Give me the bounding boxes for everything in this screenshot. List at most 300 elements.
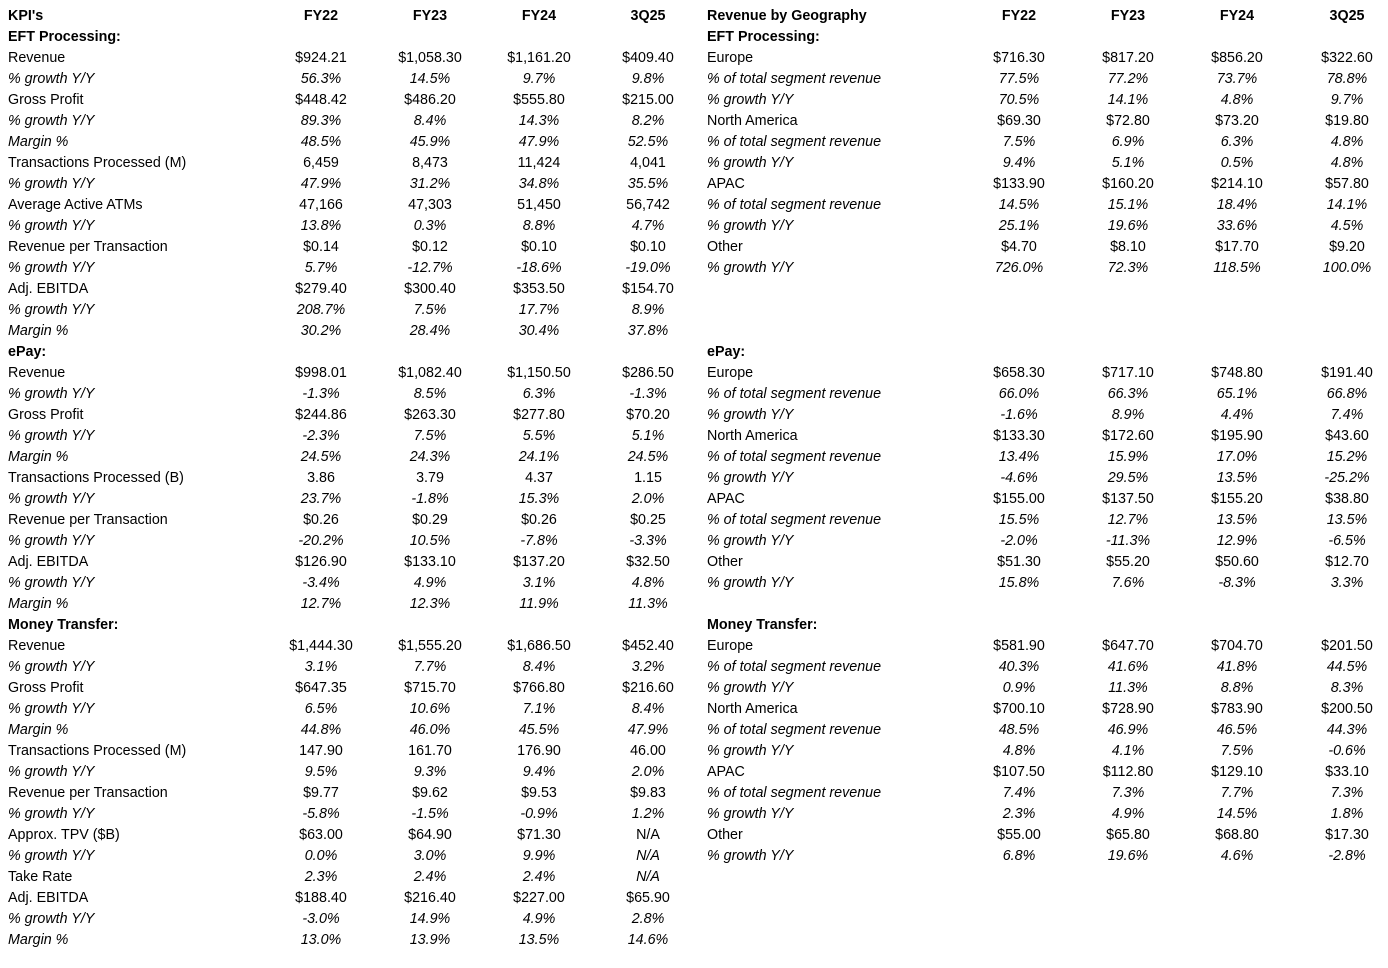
row-value: $0.29 (412, 512, 448, 528)
row-value: 13.8% (300, 218, 342, 234)
row-label: % growth Y/Y (8, 575, 95, 591)
row-value: -1.8% (411, 491, 449, 507)
row-value: $216.40 (404, 890, 456, 906)
geo-table-row (700, 783, 1388, 804)
row-value: $263.30 (404, 407, 456, 423)
kpi-table-row (0, 90, 700, 111)
row-value: 47,166 (299, 197, 343, 213)
row-value: 28.4% (409, 323, 451, 339)
row-label: Europe (707, 365, 754, 381)
row-value: $647.70 (1102, 638, 1154, 654)
geo-table-row (700, 510, 1388, 531)
row-value: 2.0% (631, 764, 665, 780)
row-value: 6,459 (303, 155, 339, 171)
row-label: % growth Y/Y (707, 155, 794, 171)
kpi-table-row (0, 573, 700, 594)
row-value: 4.7% (631, 218, 665, 234)
row-label: APAC (707, 176, 745, 192)
row-value: 8.9% (1111, 407, 1145, 423)
kpi-table-row (0, 804, 700, 825)
geo-table-row (700, 216, 1388, 237)
row-value: 4.1% (1111, 743, 1145, 759)
row-value: $555.80 (513, 92, 565, 108)
row-label: Margin % (8, 323, 69, 339)
row-value: 3.0% (413, 848, 447, 864)
row-value: $452.40 (622, 638, 674, 654)
row-value: 13.5% (1216, 512, 1258, 528)
row-value: $71.30 (517, 827, 561, 843)
row-label (707, 321, 967, 342)
row-label: % growth Y/Y (8, 659, 95, 675)
row-value: 9.7% (1330, 92, 1364, 108)
row-value: 48.5% (300, 134, 342, 150)
row-label: North America (707, 113, 798, 129)
row-label: % growth Y/Y (707, 260, 794, 276)
row-value: 47,303 (408, 197, 452, 213)
row-value: $38.80 (1325, 491, 1369, 507)
row-value: 4.8% (1002, 743, 1036, 759)
kpi-table-row (0, 132, 700, 153)
row-value: $783.90 (1211, 701, 1263, 717)
row-value: $112.80 (1102, 764, 1154, 780)
row-value: N/A (636, 869, 660, 885)
row-value: 8.4% (413, 113, 447, 129)
row-value: 4.9% (413, 575, 447, 591)
row-value: 4.8% (631, 575, 665, 591)
geo-table-row (700, 720, 1388, 741)
row-value: -3.4% (302, 575, 340, 591)
row-value: $322.60 (1321, 50, 1373, 66)
row-value: 13.9% (409, 932, 451, 948)
row-value: 6.3% (522, 386, 556, 402)
row-value: -3.0% (302, 911, 340, 927)
row-value: 66.3% (1107, 386, 1149, 402)
kpi-table-row (0, 216, 700, 237)
row-value: 15.5% (998, 512, 1040, 528)
row-value: 2.4% (522, 869, 556, 885)
row-value: $129.10 (1211, 764, 1263, 780)
row-label: Approx. TPV ($B) (8, 827, 120, 843)
row-value: 70.5% (998, 92, 1040, 108)
row-value: $1,082.40 (398, 365, 462, 381)
geo-table-row (700, 279, 1388, 300)
kpi-table-row (0, 237, 700, 258)
geo-table-row (700, 447, 1388, 468)
row-value: $353.50 (513, 281, 565, 297)
row-value: 14.1% (1107, 92, 1149, 108)
row-value: 30.4% (518, 323, 560, 339)
row-value: $155.20 (1211, 491, 1263, 507)
row-value: $1,058.30 (398, 50, 462, 66)
geo-table-row (700, 195, 1388, 216)
row-value: $68.80 (1215, 827, 1259, 843)
kpi-table-row (0, 783, 700, 804)
row-value: -2.0% (1000, 533, 1038, 549)
row-value: $227.00 (513, 890, 565, 906)
row-value: 7.5% (413, 428, 447, 444)
row-label: % growth Y/Y (707, 848, 794, 864)
row-value: $201.50 (1321, 638, 1373, 654)
geo-table-row (700, 762, 1388, 783)
row-label: % growth Y/Y (707, 218, 794, 234)
row-value: 8.4% (631, 701, 665, 717)
row-value: $12.70 (1325, 554, 1369, 570)
geo-table-row (700, 531, 1388, 552)
kpi-table-row (0, 594, 700, 615)
row-value: 14.5% (998, 197, 1040, 213)
row-value: $65.90 (626, 890, 670, 906)
row-value: N/A (636, 848, 660, 864)
row-value: -18.6% (516, 260, 562, 276)
row-value: 4.8% (1330, 155, 1364, 171)
row-label: Revenue per Transaction (8, 785, 168, 801)
row-value: $214.10 (1211, 176, 1263, 192)
row-value: 5.1% (631, 428, 665, 444)
row-label: % growth Y/Y (8, 911, 95, 927)
row-value: $64.90 (408, 827, 452, 843)
row-value: 176.90 (517, 743, 561, 759)
kpi-header-fy23: FY23 (412, 8, 448, 24)
section-title: EFT Processing: (8, 29, 121, 45)
row-value: 65.1% (1216, 386, 1258, 402)
geo-table-row (700, 153, 1388, 174)
geo-table-row (700, 678, 1388, 699)
row-value: $581.90 (993, 638, 1045, 654)
row-value: $715.70 (404, 680, 456, 696)
geo-table-row (700, 489, 1388, 510)
row-value: 44.3% (1326, 722, 1368, 738)
row-value: $647.35 (295, 680, 347, 696)
row-value: 66.0% (998, 386, 1040, 402)
section-title: Money Transfer: (707, 617, 818, 633)
row-value: $73.20 (1215, 113, 1259, 129)
row-value: -1.6% (1000, 407, 1038, 423)
row-value: $766.80 (513, 680, 565, 696)
row-value: 9.3% (413, 764, 447, 780)
row-value: 24.5% (300, 449, 342, 465)
row-value: 47.9% (300, 176, 342, 192)
row-value: 45.5% (518, 722, 560, 738)
row-value: -19.0% (625, 260, 671, 276)
row-value: $126.90 (295, 554, 347, 570)
row-label: % of total segment revenue (707, 449, 882, 465)
row-value: $244.86 (295, 407, 347, 423)
row-value: $55.20 (1106, 554, 1150, 570)
row-label: % growth Y/Y (8, 848, 95, 864)
row-value: 19.6% (1107, 218, 1149, 234)
row-value: $51.30 (997, 554, 1041, 570)
geo-header-title: Revenue by Geography (707, 8, 867, 24)
geo-table-row (700, 825, 1388, 846)
row-value: $160.20 (1102, 176, 1154, 192)
row-value: $998.01 (295, 365, 347, 381)
row-value: 7.3% (1330, 785, 1364, 801)
row-value: -8.3% (1218, 575, 1256, 591)
row-value: $748.80 (1211, 365, 1263, 381)
row-label: APAC (707, 764, 745, 780)
row-value: 37.8% (627, 323, 669, 339)
row-value: 3.1% (304, 659, 338, 675)
kpi-table-row (0, 678, 700, 699)
row-label: % growth Y/Y (8, 71, 95, 87)
row-value: $817.20 (1102, 50, 1154, 66)
row-value: 5.1% (1111, 155, 1145, 171)
row-label: % growth Y/Y (8, 176, 95, 192)
row-label: Take Rate (8, 869, 73, 885)
row-value: 3.3% (1330, 575, 1364, 591)
kpi-table-row (0, 426, 700, 447)
geo-header-fy23: FY23 (1110, 8, 1146, 24)
row-value: $1,150.50 (507, 365, 571, 381)
row-value: 33.6% (1216, 218, 1258, 234)
row-value: 11.9% (519, 596, 559, 612)
row-value: 46.5% (1216, 722, 1258, 738)
row-value: 100.0% (1322, 260, 1372, 276)
geo-table-row (700, 174, 1388, 195)
kpi-table-row (0, 510, 700, 531)
row-value: 30.2% (300, 323, 342, 339)
row-value: $172.60 (1102, 428, 1154, 444)
row-value: 7.5% (1002, 134, 1036, 150)
row-label: % growth Y/Y (8, 302, 95, 318)
row-value: 7.5% (1220, 743, 1254, 759)
row-value: 7.4% (1002, 785, 1036, 801)
row-value: $8.10 (1110, 239, 1146, 255)
row-value: $448.42 (295, 92, 347, 108)
row-value: 14.9% (409, 911, 451, 927)
kpi-table-row (0, 552, 700, 573)
row-value: 1.2% (631, 806, 665, 822)
row-value: -1.5% (411, 806, 449, 822)
row-value: 2.3% (1002, 806, 1036, 822)
row-value: 15.1% (1107, 197, 1149, 213)
kpi-table-row (0, 867, 700, 888)
row-label: % growth Y/Y (8, 260, 95, 276)
row-label: % growth Y/Y (8, 218, 95, 234)
kpi-table-row (0, 489, 700, 510)
row-value: $728.90 (1102, 701, 1154, 717)
row-value: 24.1% (518, 449, 560, 465)
row-value: 46.0% (409, 722, 451, 738)
row-value: 0.0% (304, 848, 338, 864)
kpi-table-row (0, 468, 700, 489)
row-label (707, 279, 967, 300)
geo-table-row (700, 363, 1388, 384)
row-label: North America (707, 428, 798, 444)
row-value: 12.9% (1216, 533, 1258, 549)
geo-table-row (700, 321, 1388, 342)
geo-table-row (700, 636, 1388, 657)
row-value: $133.30 (993, 428, 1045, 444)
kpi-table-row (0, 405, 700, 426)
row-value: $1,686.50 (507, 638, 571, 654)
row-value: 14.1% (1326, 197, 1368, 213)
geo-table-row (700, 258, 1388, 279)
row-value: 24.3% (409, 449, 451, 465)
row-value: $0.12 (412, 239, 448, 255)
row-label: % of total segment revenue (707, 386, 882, 402)
row-label: Revenue per Transaction (8, 239, 168, 255)
row-value: $200.50 (1321, 701, 1373, 717)
geo-table-row (700, 741, 1388, 762)
row-label: Transactions Processed (M) (8, 155, 187, 171)
kpi-table-row (0, 300, 700, 321)
row-label: Adj. EBITDA (8, 890, 89, 906)
geo-header-fy24: FY24 (1219, 8, 1255, 24)
row-label: % growth Y/Y (707, 470, 794, 486)
row-value: 44.5% (1326, 659, 1368, 675)
row-value: -7.8% (520, 533, 558, 549)
geo-table-body (700, 27, 1388, 867)
row-value: 4,041 (630, 155, 666, 171)
row-value: 10.5% (409, 533, 451, 549)
row-value: 6.3% (1220, 134, 1254, 150)
row-value: $154.70 (622, 281, 674, 297)
row-value: 8.8% (522, 218, 556, 234)
row-value: 56,742 (626, 197, 670, 213)
row-label: Revenue (8, 50, 66, 66)
row-value: 0.5% (1220, 155, 1254, 171)
row-label: % growth Y/Y (707, 743, 794, 759)
section-title: ePay: (8, 344, 47, 360)
row-value: $137.50 (1102, 491, 1154, 507)
row-value: 11.3% (1108, 680, 1148, 696)
row-label: % growth Y/Y (707, 533, 794, 549)
row-value: 118.5% (1213, 260, 1261, 276)
row-value: $133.90 (993, 176, 1045, 192)
row-label: % of total segment revenue (707, 197, 882, 213)
row-value: 73.7% (1216, 71, 1258, 87)
row-value: -11.3% (1105, 533, 1151, 549)
geo-table-row (700, 69, 1388, 90)
row-label: Other (707, 554, 743, 570)
kpi-table-row (0, 48, 700, 69)
row-value: 48.5% (998, 722, 1040, 738)
row-label: % growth Y/Y (8, 806, 95, 822)
row-value: 8.3% (1330, 680, 1364, 696)
row-value: $486.20 (404, 92, 456, 108)
kpi-table-row (0, 195, 700, 216)
row-value: 7.5% (413, 302, 447, 318)
kpi-table-row (0, 69, 700, 90)
row-value: $1,555.20 (398, 638, 462, 654)
row-value: 89.3% (300, 113, 342, 129)
row-value: $4.70 (1001, 239, 1037, 255)
geo-table-row (700, 699, 1388, 720)
row-value: $0.25 (630, 512, 666, 528)
row-value: 4.4% (1220, 407, 1254, 423)
kpi-header-title: KPI's (8, 8, 44, 24)
row-value: 7.3% (1111, 785, 1145, 801)
row-value: 1.8% (1330, 806, 1364, 822)
row-value: 4.8% (1330, 134, 1364, 150)
row-value: $704.70 (1211, 638, 1263, 654)
row-label: Gross Profit (8, 680, 84, 696)
row-value: -1.3% (629, 386, 667, 402)
row-value: 5.7% (304, 260, 338, 276)
row-value: 7.7% (1220, 785, 1254, 801)
row-value: 46.00 (630, 743, 666, 759)
row-value: $286.50 (622, 365, 674, 381)
row-label: % growth Y/Y (8, 764, 95, 780)
kpi-table-row (0, 888, 700, 909)
kpi-table-row (0, 258, 700, 279)
geo-header-row (700, 6, 1388, 27)
kpi-table (0, 6, 700, 948)
kpi-header-row (0, 6, 700, 27)
row-value: 2.4% (413, 869, 447, 885)
row-value: -0.9% (520, 806, 558, 822)
row-value: -6.5% (1328, 533, 1366, 549)
kpi-table-row (0, 636, 700, 657)
row-value: 9.7% (522, 71, 556, 87)
geo-header-3q25: 3Q25 (1329, 8, 1365, 24)
row-value: 66.8% (1326, 386, 1368, 402)
row-value: 19.6% (1107, 848, 1149, 864)
geo-table-row (700, 657, 1388, 678)
row-value: $215.00 (622, 92, 674, 108)
row-value: 2.8% (631, 911, 665, 927)
row-value: 12.7% (300, 596, 342, 612)
row-value: $0.14 (303, 239, 339, 255)
row-value: 9.8% (631, 71, 665, 87)
row-value: 25.1% (998, 218, 1040, 234)
row-value: 4.8% (1220, 92, 1254, 108)
row-value: 7.4% (1330, 407, 1364, 423)
row-value: -20.2% (298, 533, 344, 549)
kpi-header-3q25: 3Q25 (630, 8, 666, 24)
row-value: 11.3% (628, 596, 668, 612)
section-title: ePay: (707, 344, 746, 360)
row-value: 41.8% (1216, 659, 1258, 675)
row-value: $716.30 (993, 50, 1045, 66)
row-value: 726.0% (994, 260, 1044, 276)
kpi-table-row (0, 321, 700, 342)
row-value: 35.5% (627, 176, 669, 192)
row-value: 4.9% (1111, 806, 1145, 822)
kpi-header-fy24: FY24 (521, 8, 557, 24)
row-value: 11,424 (517, 155, 561, 171)
row-value: 1.15 (634, 470, 662, 486)
row-label: % growth Y/Y (8, 113, 95, 129)
row-value: -2.8% (1328, 848, 1366, 864)
row-value: 72.3% (1107, 260, 1149, 276)
geo-table-row (700, 594, 1388, 615)
row-value: 31.2% (409, 176, 451, 192)
row-value: $409.40 (622, 50, 674, 66)
row-value: $1,444.30 (289, 638, 353, 654)
row-value: $0.26 (303, 512, 339, 528)
row-label: Transactions Processed (B) (8, 470, 184, 486)
kpi-table-row (0, 930, 700, 951)
row-label: % growth Y/Y (8, 428, 95, 444)
row-value: $155.00 (993, 491, 1045, 507)
row-value: $70.20 (626, 407, 670, 423)
row-value: $65.80 (1106, 827, 1150, 843)
row-value: 2.0% (631, 491, 665, 507)
kpi-table-row (0, 825, 700, 846)
row-value: 4.5% (1330, 218, 1364, 234)
row-value: $216.60 (622, 680, 674, 696)
row-value: 4.6% (1220, 848, 1254, 864)
row-value: -5.8% (302, 806, 340, 822)
row-value: 15.9% (1107, 449, 1149, 465)
geo-table-row (700, 132, 1388, 153)
row-value: 46.9% (1107, 722, 1149, 738)
row-label: Margin % (8, 449, 69, 465)
geo-table-row (700, 300, 1388, 321)
row-value: 29.5% (1107, 470, 1149, 486)
